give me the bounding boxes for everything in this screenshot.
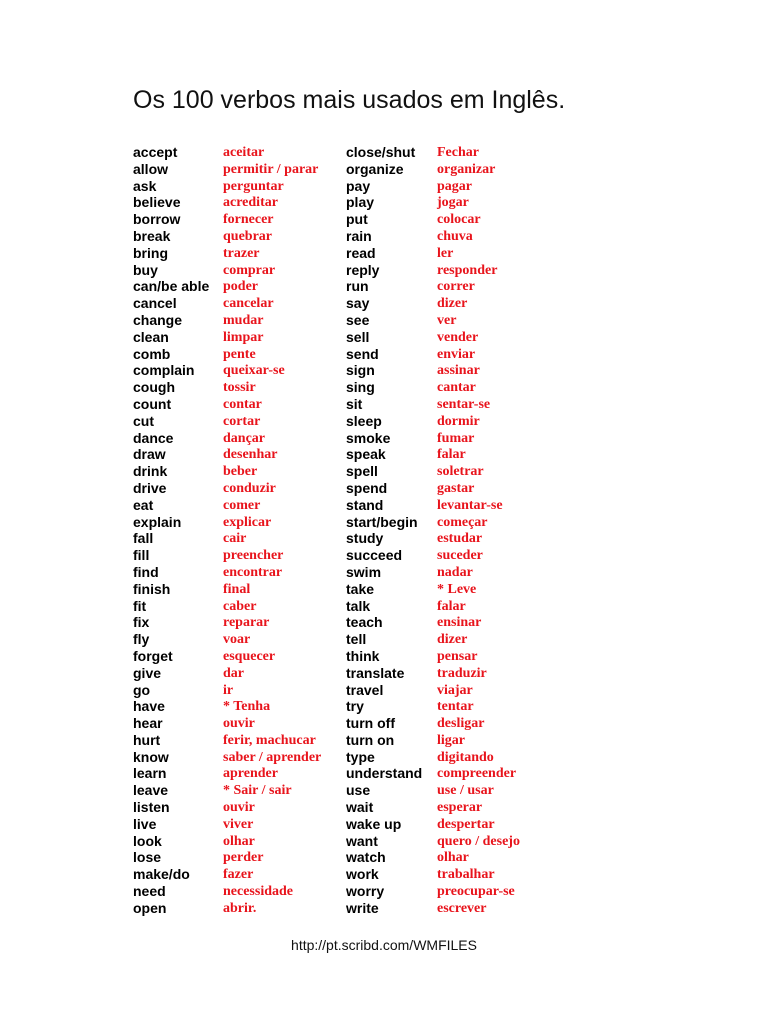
english-verb: talk: [346, 597, 371, 614]
portuguese-translation: trazer: [223, 245, 260, 261]
page-title: Os 100 verbos mais usados em Inglês.: [133, 86, 566, 114]
portuguese-translation: sentar-se: [437, 396, 491, 412]
english-verb: look: [133, 832, 162, 849]
english-verb: reply: [346, 261, 380, 278]
english-verb: need: [133, 883, 166, 900]
portuguese-translation: dizer: [437, 296, 468, 312]
english-verb: wake up: [346, 815, 402, 832]
portuguese-translation: aceitar: [223, 145, 265, 160]
english-verb: run: [346, 278, 369, 295]
english-verb: take: [346, 580, 375, 597]
portuguese-translation: cair: [223, 531, 247, 547]
english-verb: draw: [133, 446, 166, 463]
portuguese-translation: * Sair / sair: [223, 783, 292, 799]
portuguese-translation: dar: [223, 665, 244, 681]
portuguese-translation: abrir.: [223, 900, 257, 916]
english-verb: write: [346, 899, 379, 916]
portuguese-translation: desenhar: [223, 447, 278, 463]
portuguese-translation: desligar: [437, 716, 485, 732]
english-verb: dance: [133, 429, 174, 446]
english-verb: make/do: [133, 866, 190, 883]
portuguese-translation: organizar: [437, 161, 496, 177]
english-verb: live: [133, 815, 157, 832]
portuguese-translation: beber: [223, 464, 258, 480]
english-verb: close/shut: [346, 144, 416, 160]
english-verb: fill: [133, 547, 150, 564]
english-verb: complain: [133, 362, 195, 379]
english-verb: smoke: [346, 429, 391, 446]
portuguese-translation: suceder: [437, 548, 483, 564]
portuguese-translation: escrever: [437, 900, 487, 916]
english-verb: count: [133, 395, 172, 412]
portuguese-translation: começar: [437, 514, 488, 530]
english-verb: want: [346, 832, 378, 849]
portuguese-translation: reparar: [223, 615, 270, 631]
english-verb: spell: [346, 463, 378, 480]
portuguese-translation: enviar: [437, 346, 476, 362]
portuguese-translation: esquecer: [223, 648, 276, 664]
english-verb: worry: [346, 883, 385, 900]
english-verb: sit: [346, 395, 363, 412]
portuguese-translation: quero / desejo: [437, 833, 520, 849]
english-verb: speak: [346, 446, 386, 463]
portuguese-translation: fazer: [223, 867, 254, 883]
portuguese-translation: nadar: [437, 564, 473, 580]
portuguese-translation: ouvir: [223, 800, 255, 816]
english-verbs-right-column: [346, 144, 422, 917]
portuguese-translation: preocupar-se: [437, 884, 515, 900]
english-verb: forget: [133, 647, 173, 664]
portuguese-translation: soletrar: [437, 464, 484, 480]
portuguese-translation: cantar: [437, 380, 476, 396]
portuguese-translation: perder: [223, 850, 264, 866]
portuguese-translation: pensar: [437, 648, 478, 664]
portuguese-translation: preencher: [223, 548, 284, 564]
english-verb: change: [133, 311, 183, 328]
english-verb: learn: [133, 765, 167, 782]
english-verb: succeed: [346, 547, 403, 564]
english-verb: ask: [133, 177, 157, 194]
portuguese-translation: despertar: [437, 816, 495, 832]
english-verb: drink: [133, 463, 168, 480]
portuguese-translation: quebrar: [223, 228, 272, 244]
portuguese-translation: viver: [223, 816, 254, 832]
english-verb: drive: [133, 479, 167, 496]
portuguese-translation: digitando: [437, 749, 494, 765]
portuguese-translation: ferir, machucar: [223, 732, 316, 748]
english-verb: tell: [346, 631, 367, 648]
english-verb: watch: [346, 849, 386, 866]
portuguese-translation: aprender: [223, 766, 278, 782]
english-verb: put: [346, 211, 368, 228]
english-verb: have: [133, 698, 165, 715]
english-verb: organize: [346, 160, 404, 177]
english-verb: explain: [133, 513, 182, 530]
portuguese-translation: compreender: [437, 766, 517, 782]
portuguese-translation: ver: [437, 312, 457, 328]
english-verb: know: [133, 748, 169, 765]
english-verb: turn on: [346, 731, 395, 748]
portuguese-translation: acreditar: [223, 195, 278, 211]
portuguese-translation: * Leve: [437, 581, 477, 597]
english-verb: turn off: [346, 715, 395, 732]
portuguese-translation: tossir: [223, 380, 256, 396]
english-verb: try: [346, 698, 364, 715]
portuguese-translation: levantar-se: [437, 497, 503, 513]
portuguese-translation: ouvir: [223, 716, 255, 732]
english-verb: can/be able: [133, 278, 210, 295]
english-verb: allow: [133, 160, 169, 177]
english-verb: leave: [133, 782, 169, 799]
english-verb: buy: [133, 261, 158, 278]
english-verb: send: [346, 345, 379, 362]
portuguese-translation: olhar: [437, 850, 469, 866]
english-verb: fit: [133, 597, 147, 614]
portuguese-translation: Fechar: [437, 145, 479, 160]
portuguese-translation: limpar: [223, 329, 264, 345]
footer-url: http://pt.scribd.com/WMFILES: [291, 937, 477, 953]
portuguese-translation: pagar: [437, 178, 472, 194]
english-verb: play: [346, 194, 375, 211]
english-verb: hear: [133, 715, 163, 732]
portuguese-translation: cortar: [223, 413, 261, 429]
portuguese-translation: ler: [437, 245, 454, 261]
portuguese-translation: traduzir: [437, 665, 487, 681]
english-verb: spend: [346, 479, 388, 496]
english-verb: sign: [346, 362, 375, 379]
portuguese-translation: queixar-se: [223, 363, 285, 379]
portuguese-translation: responder: [437, 262, 498, 278]
english-verb: give: [133, 664, 162, 681]
english-verb: fly: [133, 631, 150, 648]
portuguese-translation: use / usar: [437, 783, 494, 799]
english-verb: work: [346, 866, 379, 883]
english-verb: hurt: [133, 731, 161, 748]
portuguese-translation: olhar: [223, 833, 255, 849]
english-verb: rain: [346, 227, 372, 244]
english-verb: study: [346, 530, 384, 547]
english-verb: read: [346, 244, 376, 261]
portuguese-translation: ir: [223, 682, 234, 698]
portuguese-translation: fumar: [437, 430, 475, 446]
portuguese-translation: comer: [223, 497, 261, 513]
english-verb: sing: [346, 379, 375, 396]
english-verb: fall: [133, 530, 154, 547]
portuguese-translation: comprar: [223, 262, 276, 278]
english-verb: go: [133, 681, 151, 698]
english-verb: bring: [133, 244, 168, 261]
portuguese-translation: fornecer: [223, 212, 274, 228]
english-verb: lose: [133, 849, 162, 866]
portuguese-translation: poder: [223, 279, 258, 295]
english-verb: use: [346, 782, 371, 799]
portuguese-translation: esperar: [437, 800, 483, 816]
english-verb: listen: [133, 799, 170, 816]
english-verb: think: [346, 647, 380, 664]
english-verb: stand: [346, 496, 384, 513]
portuguese-translation: estudar: [437, 531, 483, 547]
english-verb: cough: [133, 379, 175, 396]
portuguese-translation: falar: [437, 598, 466, 614]
portuguese-translation: viajar: [437, 682, 473, 698]
portuguese-translation: assinar: [437, 363, 480, 379]
english-verb: cancel: [133, 295, 177, 312]
portuguese-translation: contar: [223, 396, 262, 412]
english-verb: borrow: [133, 211, 181, 228]
portuguese-translation: falar: [437, 447, 466, 463]
portuguese-translations-right-column: [437, 144, 520, 917]
english-verb: travel: [346, 681, 384, 698]
portuguese-translation: necessidade: [223, 884, 293, 900]
portuguese-translation: trabalhar: [437, 867, 495, 883]
portuguese-translation: vender: [437, 329, 479, 345]
portuguese-translations-left-column: [223, 144, 321, 917]
portuguese-translation: ensinar: [437, 615, 482, 631]
portuguese-translation: chuva: [437, 228, 473, 244]
portuguese-translation: dizer: [437, 632, 468, 648]
portuguese-translation: * Tenha: [223, 699, 271, 715]
english-verb: sleep: [346, 412, 382, 429]
english-verb: translate: [346, 664, 405, 681]
english-verb: accept: [133, 144, 178, 160]
portuguese-translation: saber / aprender: [223, 749, 322, 765]
english-verb: comb: [133, 345, 171, 362]
portuguese-translation: conduzir: [223, 480, 276, 496]
portuguese-translation: mudar: [223, 312, 264, 328]
english-verb: swim: [346, 563, 382, 580]
english-verb: teach: [346, 614, 383, 631]
english-verb: wait: [346, 799, 374, 816]
portuguese-translation: dormir: [437, 413, 480, 429]
portuguese-translation: ligar: [437, 732, 465, 748]
english-verb: say: [346, 295, 370, 312]
english-verbs-left-column: [133, 144, 209, 917]
english-verb: believe: [133, 194, 181, 211]
english-verb: eat: [133, 496, 154, 513]
english-verb: open: [133, 899, 167, 916]
portuguese-translation: caber: [223, 598, 257, 614]
portuguese-translation: encontrar: [223, 564, 283, 580]
portuguese-translation: pente: [223, 346, 256, 362]
portuguese-translation: cancelar: [223, 296, 274, 312]
portuguese-translation: dançar: [223, 430, 265, 446]
english-verb: clean: [133, 328, 169, 345]
portuguese-translation: gastar: [437, 480, 475, 496]
portuguese-translation: voar: [223, 632, 251, 648]
portuguese-translation: tentar: [437, 699, 474, 715]
english-verb: start/begin: [346, 513, 418, 530]
english-verb: break: [133, 227, 171, 244]
portuguese-translation: perguntar: [223, 178, 284, 194]
portuguese-translation: final: [223, 581, 251, 597]
english-verb: understand: [346, 765, 423, 782]
portuguese-translation: jogar: [437, 195, 469, 211]
english-verb: pay: [346, 177, 371, 194]
portuguese-translation: permitir / parar: [223, 161, 319, 177]
portuguese-translation: explicar: [223, 514, 272, 530]
english-verb: sell: [346, 328, 370, 345]
english-verb: see: [346, 311, 370, 328]
english-verb: fix: [133, 614, 150, 631]
english-verb: cut: [133, 412, 154, 429]
portuguese-translation: colocar: [437, 212, 481, 228]
english-verb: find: [133, 563, 159, 580]
portuguese-translation: correr: [437, 279, 475, 295]
english-verb: finish: [133, 580, 171, 597]
english-verb: type: [346, 748, 375, 765]
